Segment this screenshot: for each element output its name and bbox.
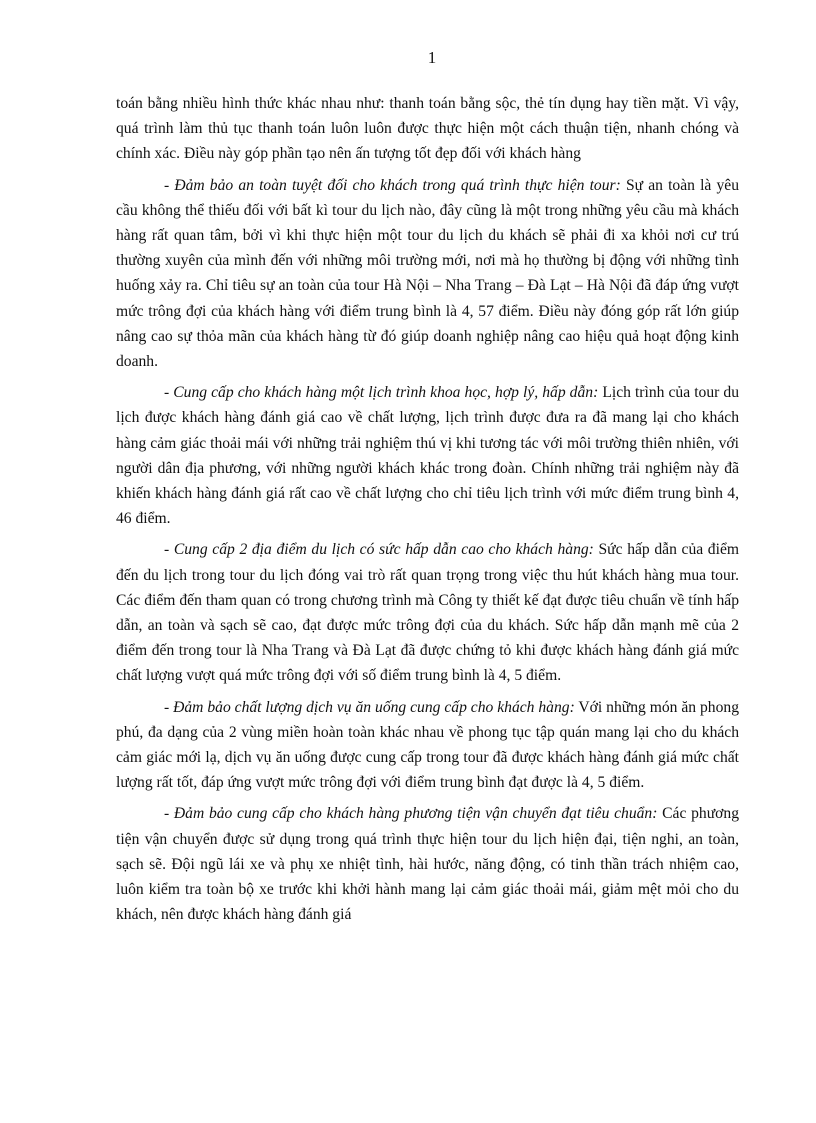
paragraph-1 xyxy=(116,91,739,167)
paragraph-text: Sức hấp dẫn của điểm đến du lịch trong tour du lịch đóng vai trò rất quan trọng trong việc thu hút khách hàng mua tour. Các điểm đến tham quan có trong chương trình mà Công ty thiết kế đạt được tiêu chuẩn về tính hấp dẫn, an toàn và sạch sẽ cao, đạt được mức trông đợi của du khách. Sức hấp dẫn mạnh mẽ của 2 điểm đến trong tour là Nha Trang và Đà Lạt đã được chứng tỏ khi được khách hàng đánh giá mức chất lượng vượt quá mức trông đợi với số điểm trung bình là 4, 5 điểm. xyxy=(116,541,739,685)
paragraph-transport xyxy=(116,801,739,927)
paragraph-text: toán bằng nhiều hình thức khác nhau như: thanh toán bằng sộc, thẻ tín dụng hay tiền mặt. Vì vậy, quá trình làm thủ tục thanh toán luôn luôn được thực hiện một cách thuận tiện, nhanh chóng và chính xác. Điều này góp phần tạo nên ấn tượng tốt đẹp đối với khách hàng xyxy=(116,95,739,163)
paragraph-text: Các phương tiện vận chuyển được sử dụng trong quá trình thực hiện tour du lịch hiện đại, tiện nghi, an toàn, sạch sẽ. Đội ngũ lái xe và phụ xe nhiệt tình, hài hước, năng động, có tinh thần trách nhiệm cao, luôn kiểm tra toàn bộ xe trước khi khởi hành mang lại cảm giác thoải mái, giảm mệt mỏi cho du khách, nên được khách hàng đánh giá xyxy=(116,805,739,924)
paragraph-destinations xyxy=(116,537,739,688)
page-number: 1 xyxy=(427,48,437,67)
paragraph-food xyxy=(116,695,739,796)
paragraph-text: Với những món ăn phong phú, đa dạng của 2 vùng miền hoàn toàn khác nhau về phong tục tập quán mang lại cho du khách cảm giác mới lạ, dịch vụ ăn uống được cung cấp trong tour đã được khách hàng đánh giá mức chất lượng rất tốt, đáp ứng vượt mức trông đợi với điểm trung bình đạt được là 4, 5 điểm. xyxy=(116,698,739,792)
paragraph-safety xyxy=(116,173,739,375)
paragraph-itinerary xyxy=(116,380,739,531)
paragraph-lead: - Cung cấp cho khách hàng một lịch trình khoa học, hợp lý, hấp dẫn: xyxy=(164,384,599,402)
paragraph-lead: - Đảm bảo chất lượng dịch vụ ăn uống cung cấp cho khách hàng: xyxy=(164,698,575,716)
body-text xyxy=(116,91,739,934)
paragraph-lead: - Đảm bảo an toàn tuyệt đối cho khách trong quá trình thực hiện tour: xyxy=(164,176,621,194)
paragraph-text: Lịch trình của tour du lịch được khách hàng đánh giá cao về chất lượng, lịch trình được đưa ra đã mang lại cho khách hàng cảm giác thoải mái với những trải nghiệm thú vị khi tương tác với môi trường thiên nhiên, với người dân địa phương, với những người khách khác trong đoàn. Chính những trải nghiệm này đã khiến khách hàng đánh giá rất cao về chất lượng cho chỉ tiêu lịch trình với mức điểm trung bình 4, 46 điểm. xyxy=(116,384,739,528)
paragraph-lead: - Cung cấp 2 địa điểm du lịch có sức hấp dẫn cao cho khách hàng: xyxy=(164,541,594,559)
paragraph-lead: - Đảm bảo cung cấp cho khách hàng phương tiện vận chuyển đạt tiêu chuẩn: xyxy=(164,805,658,823)
paragraph-text: Sự an toàn là yêu cầu không thể thiếu đối với bất kì tour du lịch nào, đây cũng là một trong những yêu cầu mà khách hàng rất quan tâm, bởi vì khi thực hiện một tour du lịch du khách sẽ phải đi xa khỏi nơi cư trú thường xuyên của mình đến với những môi trường mới, nơi mà họ thường bị động với những tình huống xảy ra. Chỉ tiêu sự an toàn của tour Hà Nội – Nha Trang – Đà Lạt – Hà Nội đã đáp ứng vượt mức trông đợi của khách hàng với điểm trung bình là 4, 57 điểm. Điều này đóng góp rất lớn giúp nâng cao sự thỏa mãn của khách hàng từ đó giúp doanh nghiệp nâng cao hiệu quả hoạt động kinh doanh. xyxy=(116,176,739,371)
